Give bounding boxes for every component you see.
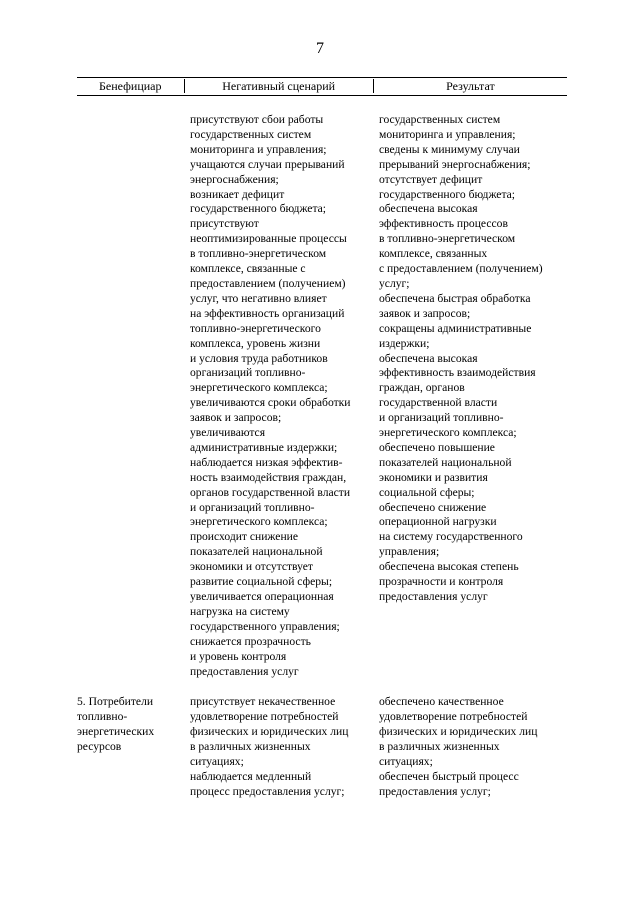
text-line: операционной нагрузки xyxy=(379,515,497,529)
text-line: обеспечено повышение xyxy=(379,440,495,454)
text-line: снижается прозрачность xyxy=(190,634,311,648)
table-row xyxy=(77,695,567,799)
text-line: процесс предоставления услуг; xyxy=(190,784,345,798)
text-line: наблюдается низкая эффектив- xyxy=(190,455,343,469)
text-line: предоставлением (получением) xyxy=(190,276,346,290)
text-line: сокращены административные xyxy=(379,321,532,335)
text-line: сведены к минимуму случаи xyxy=(379,142,520,156)
text-line: обеспечено качественное xyxy=(379,695,504,709)
text-line: обеспечено снижение xyxy=(379,500,487,514)
text-line: на эффективность организаций xyxy=(190,306,345,320)
negative-scenario-cell xyxy=(184,113,373,679)
negative-scenario-cell xyxy=(184,695,373,799)
text-line: энергетических xyxy=(77,725,155,739)
text-line: неоптимизированные процессы xyxy=(190,232,347,246)
text-line: увеличиваются сроки обработки xyxy=(190,396,351,410)
text-line: комплекса, уровень жизни xyxy=(190,336,321,350)
text-line: в различных жизненных xyxy=(379,740,500,754)
text-line: нагрузка на систему xyxy=(190,604,290,618)
text-line: издержки; xyxy=(379,336,430,350)
beneficiary-cell xyxy=(77,113,184,679)
text-line: удовлетворение потребностей xyxy=(190,710,339,724)
text-line: комплексе, связанные с xyxy=(190,262,306,276)
text-line: государственного бюджета; xyxy=(190,202,327,216)
text-line: экономики и отсутствует xyxy=(190,560,313,574)
text-line: административные издержки; xyxy=(190,440,338,454)
text-line: мониторинга и управления; xyxy=(190,142,327,156)
text-line: показателей национальной xyxy=(190,545,323,559)
text-line: на систему государственного xyxy=(379,530,523,544)
text-line: развитие социальной сферы; xyxy=(190,575,333,589)
text-line: энергетического комплекса; xyxy=(379,426,517,440)
table-header-row xyxy=(77,77,567,96)
text-line: органов государственной власти xyxy=(190,485,351,499)
text-line: физических и юридических лиц xyxy=(190,725,349,739)
result-cell xyxy=(373,695,567,799)
text-line: организаций топливно- xyxy=(190,366,306,380)
text-line: присутствует некачественное xyxy=(190,695,336,709)
text-line: ситуациях; xyxy=(190,755,244,769)
page-number: 7 xyxy=(316,40,324,57)
scenario-table xyxy=(77,77,567,800)
text-line: эффективность процессов xyxy=(379,217,508,231)
text-line: государственного управления; xyxy=(190,619,340,633)
text-line: энергоснабжения; xyxy=(190,172,279,186)
text-line: возникает дефицит xyxy=(190,187,285,201)
text-line: показателей национальной xyxy=(379,455,512,469)
text-line: государственных систем xyxy=(190,127,312,141)
text-line: и организаций топливно- xyxy=(379,411,504,425)
text-line: предоставления услуг xyxy=(379,590,488,603)
text-line: обеспечена высокая xyxy=(379,351,478,365)
text-line: эффективность взаимодействия xyxy=(379,366,536,380)
text-line: государственного бюджета; xyxy=(379,187,516,201)
text-line: прозрачности и контроля xyxy=(379,575,504,589)
text-line: и уровень контроля xyxy=(190,649,287,663)
text-line: увеличивается операционная xyxy=(190,590,334,603)
text-line: обеспечена высокая степень xyxy=(379,560,519,574)
text-line: присутствуют сбои работы xyxy=(190,113,324,126)
text-line: учащаются случаи прерываний xyxy=(190,157,345,171)
text-line: ность взаимодействия граждан, xyxy=(190,470,347,484)
text-line: физических и юридических лиц xyxy=(379,725,538,739)
text-line: заявок и запросов; xyxy=(379,306,471,320)
text-line: государственной власти xyxy=(379,396,498,410)
text-line: и организаций топливно- xyxy=(190,500,315,514)
text-line: отсутствует дефицит xyxy=(379,172,483,186)
text-line: и условия труда работников xyxy=(190,351,328,365)
text-line: заявок и запросов; xyxy=(190,411,282,425)
text-line: топливно-энергетического xyxy=(190,321,321,335)
text-line: граждан, органов xyxy=(379,381,465,395)
header-negative-scenario: Негативный сценарий xyxy=(184,79,373,93)
result-cell xyxy=(373,113,567,679)
text-line: прерываний энергоснабжения; xyxy=(379,157,531,171)
text-line: в топливно-энергетическом xyxy=(379,232,516,246)
header-result: Результат xyxy=(373,79,567,93)
text-line: экономики и развития xyxy=(379,470,488,484)
text-line: социальной сферы; xyxy=(379,485,475,499)
text-line: энергетического комплекса; xyxy=(190,381,328,395)
text-line: мониторинга и управления; xyxy=(379,127,516,141)
text-line: ситуациях; xyxy=(379,755,433,769)
text-line: 5. Потребители xyxy=(77,695,154,709)
text-line: обеспечена высокая xyxy=(379,202,478,216)
text-line: услуг; xyxy=(379,276,410,290)
table-row xyxy=(77,113,567,679)
header-beneficiary: Бенефициар xyxy=(99,79,162,93)
text-line: обеспечена быстрая обработка xyxy=(379,291,531,305)
text-line: управления; xyxy=(379,545,440,559)
text-line: услуг, что негативно влияет xyxy=(190,291,327,305)
text-line: энергетического комплекса; xyxy=(190,515,328,529)
text-line: с предоставлением (получением) xyxy=(379,262,543,276)
text-line: предоставления услуг; xyxy=(379,784,491,798)
text-line: удовлетворение потребностей xyxy=(379,710,528,724)
text-line: государственных систем xyxy=(379,113,501,126)
text-line: предоставления услуг xyxy=(190,664,299,678)
text-line: присутствуют xyxy=(190,217,259,231)
text-line: комплексе, связанных xyxy=(379,247,488,261)
text-line: топливно- xyxy=(77,710,128,724)
text-line: увеличиваются xyxy=(190,426,266,440)
text-line: в топливно-энергетическом xyxy=(190,247,327,261)
beneficiary-cell xyxy=(77,695,184,799)
text-line: обеспечен быстрый процесс xyxy=(379,769,519,783)
text-line: ресурсов xyxy=(77,740,122,754)
text-line: в различных жизненных xyxy=(190,740,311,754)
text-line: происходит снижение xyxy=(190,530,298,544)
text-line: наблюдается медленный xyxy=(190,769,312,783)
